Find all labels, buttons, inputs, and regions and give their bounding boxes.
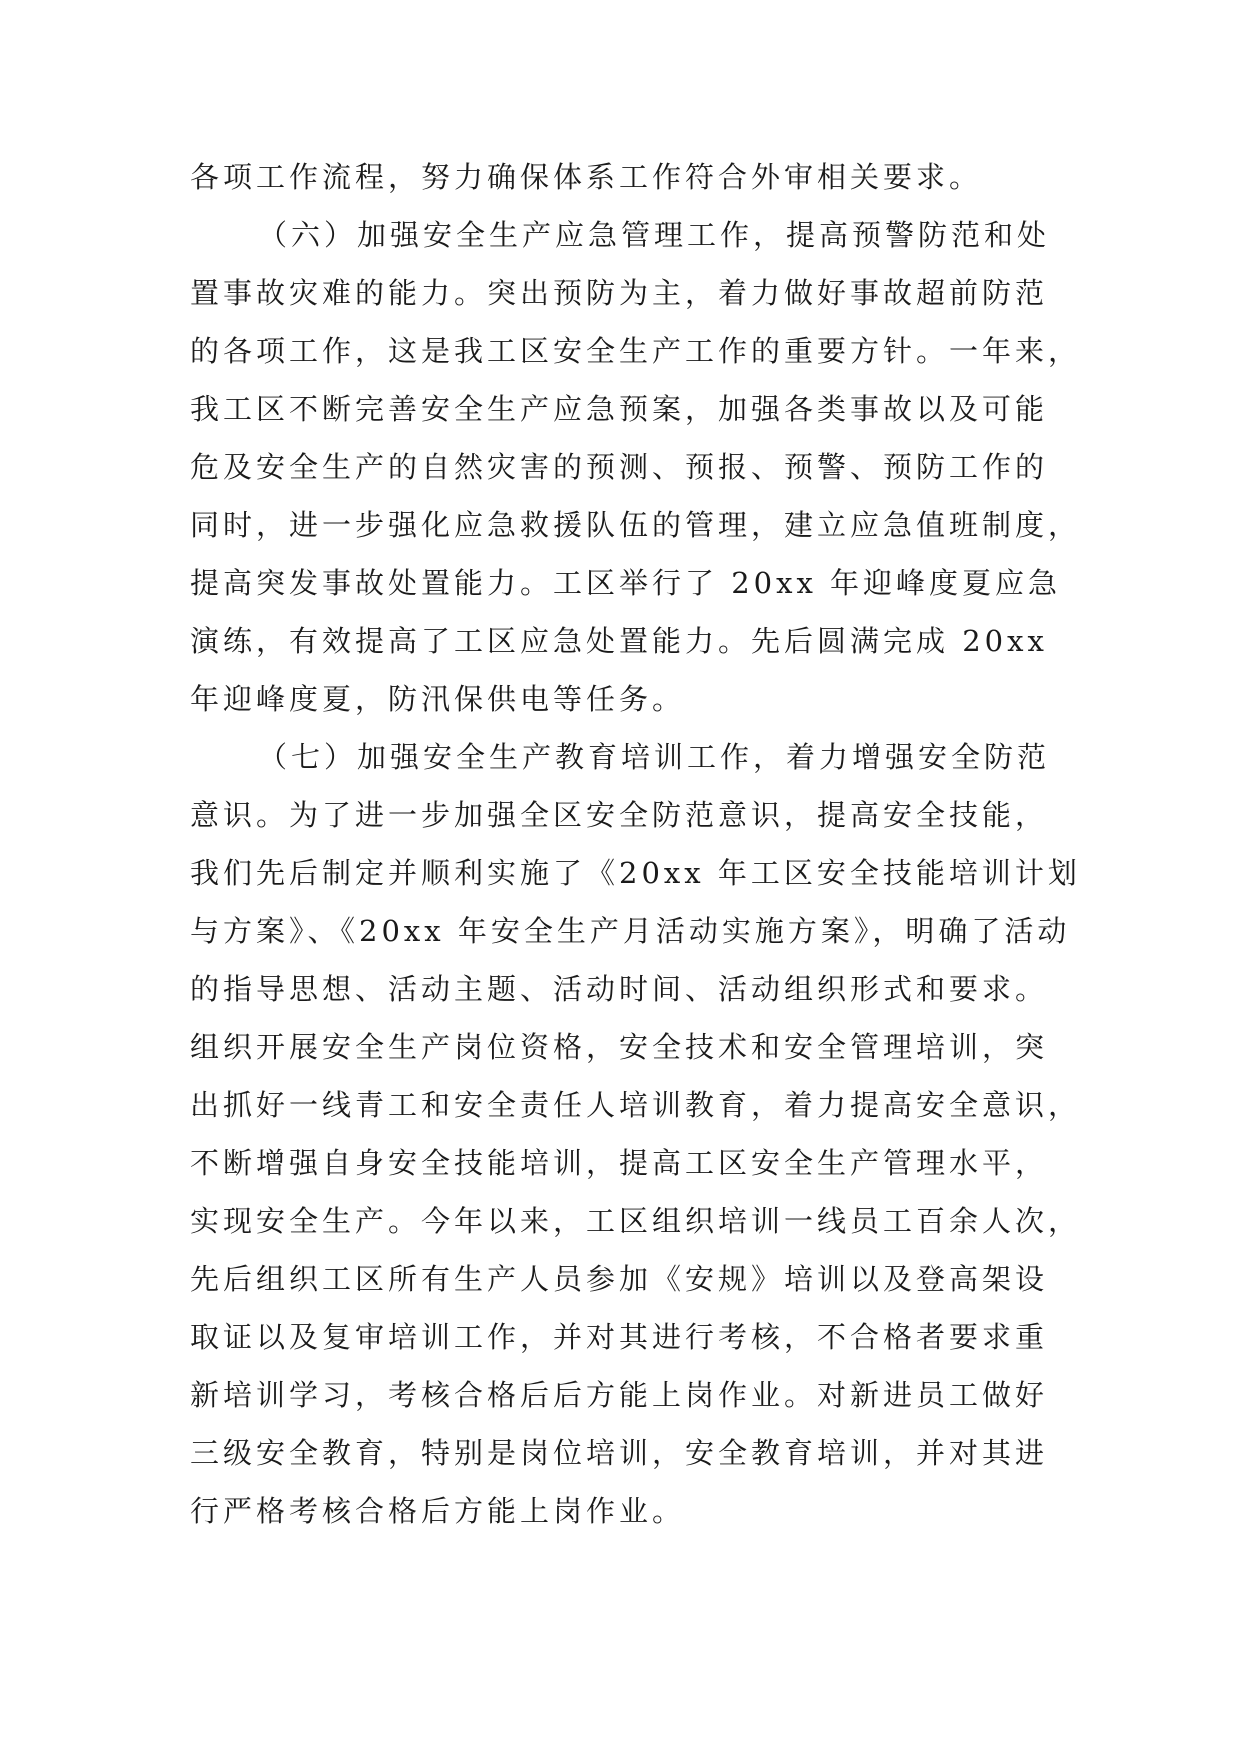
- document-body: [190, 148, 1082, 1540]
- text-line: 取证以及复审培训工作，并对其进行考核，不合格者要求重: [190, 1320, 1049, 1354]
- text-line: 实现安全生产。今年以来，工区组织培训一线员工百余人次，: [190, 1204, 1082, 1238]
- text-line: 意识。为了进一步加强全区安全防范意识，提高安全技能，: [190, 798, 1049, 832]
- text-line: 出抓好一线青工和安全责任人培训教育，着力提高安全意识，: [190, 1088, 1082, 1122]
- text-line: 的各项工作，这是我工区安全生产工作的重要方针。一年来，: [190, 334, 1082, 368]
- text-line: 组织开展安全生产岗位资格，安全技术和安全管理培训，突: [190, 1030, 1049, 1064]
- text-line: 同时，进一步强化应急救援队伍的管理，建立应急值班制度，: [190, 508, 1082, 542]
- text-line: 的指导思想、活动主题、活动时间、活动组织形式和要求。: [190, 972, 1049, 1006]
- text-line: 置事故灾难的能力。突出预防为主，着力做好事故超前防范: [190, 276, 1049, 310]
- text-line: 我们先后制定并顺利实施了《20xx 年工区安全技能培训计划: [190, 856, 1081, 890]
- text-line: 年迎峰度夏，防汛保供电等任务。: [190, 682, 686, 716]
- text-line: 行严格考核合格后方能上岗作业。: [190, 1494, 686, 1528]
- text-line: 与方案》、《20xx 年安全生产月活动实施方案》，明确了活动: [190, 914, 1071, 948]
- text-line: 各项工作流程，努力确保体系工作符合外审相关要求。: [190, 160, 983, 194]
- text-line: 三级安全教育，特别是岗位培训，安全教育培训，并对其进: [190, 1436, 1049, 1470]
- text-line: 我工区不断完善安全生产应急预案，加强各类事故以及可能: [190, 392, 1049, 426]
- text-line: 演练，有效提高了工区应急处置能力。先后圆满完成 20xx: [190, 624, 1048, 658]
- text-line: 先后组织工区所有生产人员参加《安规》培训以及登高架设: [190, 1262, 1049, 1296]
- text-line: 提高突发事故处置能力。工区举行了 20xx 年迎峰度夏应急: [190, 566, 1062, 600]
- section-six-heading-line: （六）加强安全生产应急管理工作，提高预警防范和处: [258, 218, 1051, 252]
- section-seven-heading-line: （七）加强安全生产教育培训工作，着力增强安全防范: [258, 740, 1051, 774]
- text-line: 不断增强自身安全技能培训，提高工区安全生产管理水平，: [190, 1146, 1049, 1180]
- text-line: 危及安全生产的自然灾害的预测、预报、预警、预防工作的: [190, 450, 1049, 484]
- text-line: 新培训学习，考核合格后后方能上岗作业。对新进员工做好: [190, 1378, 1049, 1412]
